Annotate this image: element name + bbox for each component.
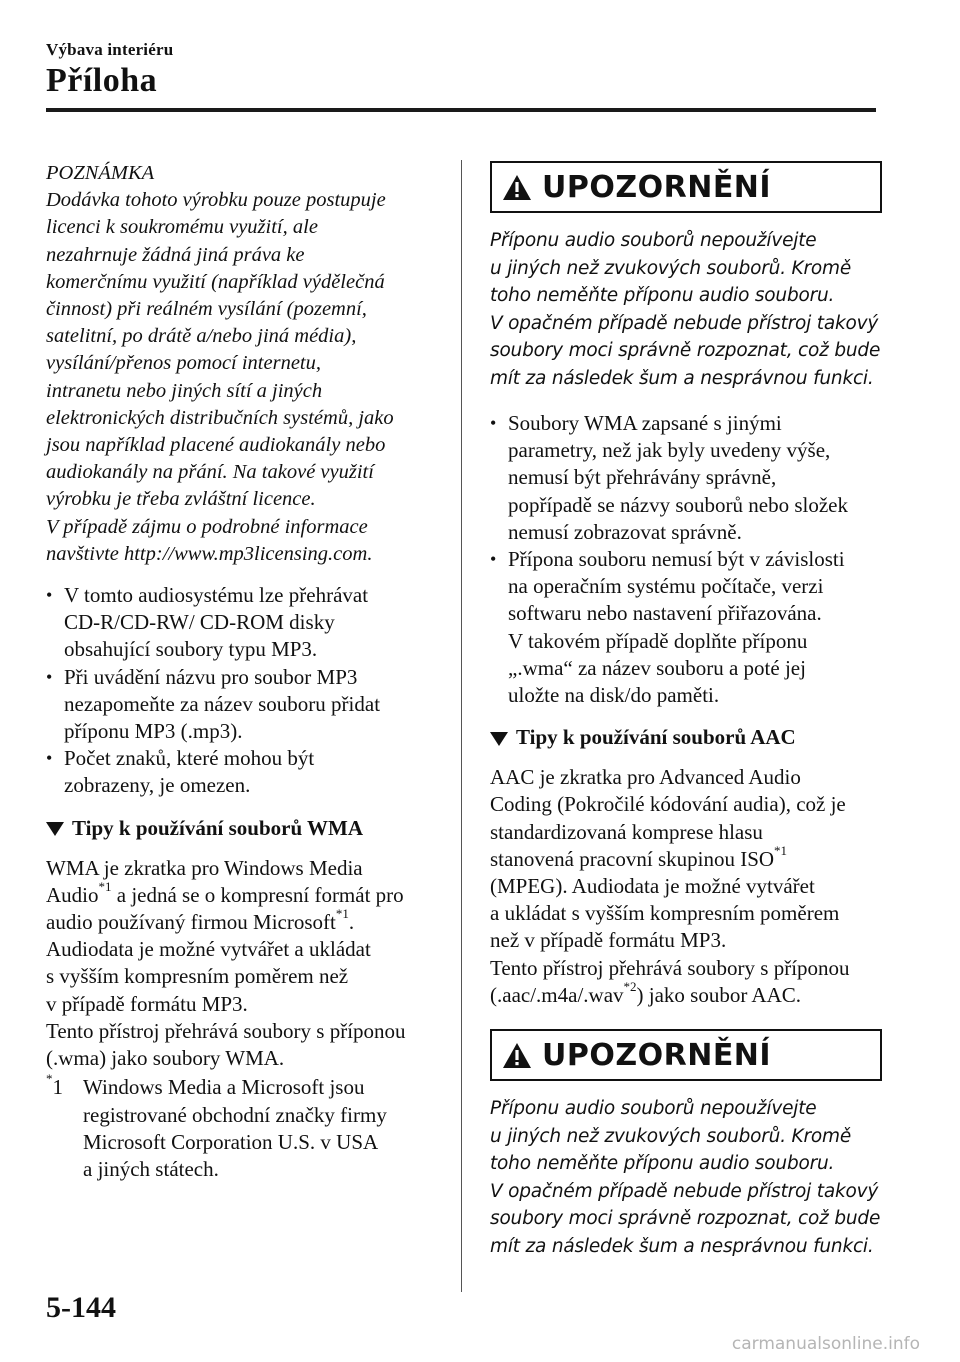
bullet-dot: • [46, 748, 53, 769]
warning-line: toho neměňte příponu audio souboru. [490, 1153, 835, 1175]
text-run: stanovená pracovní skupinou ISO [490, 846, 775, 871]
bullet-dot: • [490, 549, 497, 570]
note-line: komerčnímu využití (například výdělečná [46, 270, 385, 293]
warning-line: u jiných než zvukových souborů. Kromě [490, 1125, 852, 1147]
aac-line: standardizovaná komprese hlasu [490, 819, 763, 844]
aac-line: (MPEG). Audiodata je možné vytvářet [490, 874, 815, 899]
note-line: licenci k soukromému využití, ale [46, 216, 318, 239]
wma-line: Tento přístroj přehrává soubory s příponou [46, 1018, 406, 1043]
note-line: navštivte http://www.mp3licensing.com. [46, 542, 373, 565]
note-line: výrobku je třeba zvláštní licence. [46, 488, 316, 511]
note-line: nezahrnuje žádná jiná práva ke [46, 243, 305, 266]
footnote-line: Microsoft Corporation U.S. v USA [83, 1129, 379, 1154]
warning-label: UPOZORNĚNÍ [542, 1037, 772, 1073]
bullet-line: zobrazeny, je omezen. [64, 773, 251, 798]
footnote-ref: *1 [774, 842, 788, 858]
bullet-line: Soubory WMA zapsané s jinými [508, 411, 782, 435]
warning-line: mít za následek šum a nesprávnou funkci. [490, 367, 874, 389]
page-number: 5-144 [46, 1291, 116, 1324]
aac-paragraph [490, 764, 882, 1009]
warning-line: u jiných než zvukových souborů. Kromě [490, 257, 852, 279]
wma-line: WMA je zkratka pro Windows Media [46, 855, 363, 880]
text-run: audio používaný firmou Microsoft [46, 910, 336, 935]
list-item [490, 410, 882, 546]
aac-line [490, 842, 882, 873]
bullet-line: obsahující soubory typu MP3. [64, 637, 318, 662]
warning-line: mít za následek šum a nesprávnou funkci. [490, 1235, 874, 1257]
bullet-line: nemusí zobrazovat správně. [508, 519, 742, 544]
bullet-dot: • [46, 666, 53, 687]
warning-line: V opačném případě nebude přístroj takový [490, 312, 879, 334]
right-column [490, 161, 882, 1260]
bullet-line: softwaru nebo nastavení přiřazována. [508, 601, 822, 626]
bullet-line: nezapomeňte za název souboru přidat [64, 691, 381, 716]
mp3-bullet-list [46, 582, 441, 800]
footnote-line: a jiných státech. [83, 1156, 219, 1181]
wma-bullet-list [490, 410, 882, 709]
section-label: Výbava interiéru [46, 40, 174, 59]
aac-line: než v případě formátu MP3. [490, 928, 727, 953]
bullet-line: V tomto audiosystému lze přehrávat [64, 583, 369, 608]
warning-label: UPOZORNĚNÍ [542, 169, 772, 205]
wma-line [46, 906, 441, 936]
warning-line: Příponu audio souborů nepoužívejte [490, 1098, 817, 1120]
warning-box [490, 1029, 882, 1081]
warning-text [490, 227, 882, 392]
warning-line: toho neměňte příponu audio souboru. [490, 285, 835, 306]
footnote-star: * [46, 1071, 53, 1087]
note-line: činnost) při reálném vysílání (pozemní, [46, 298, 367, 321]
footnote-line: registrované obchodní značky firmy [83, 1102, 387, 1127]
note-line: Dodávka tohoto výrobku pouze postupuje [46, 189, 386, 212]
wma-paragraph [46, 855, 441, 1073]
wma-line: (.wma) jako soubory WMA. [46, 1046, 285, 1071]
text-run: ) jako soubor AAC. [636, 982, 802, 1007]
bullet-dot: • [46, 585, 53, 606]
bullet-line: Při uvádění názvu pro soubor MP3 [64, 664, 358, 689]
list-item [46, 664, 441, 746]
text-run: a jedná se o kompresní formát pro [111, 882, 404, 907]
aac-heading-text: Tipy k používání souborů AAC [516, 725, 796, 750]
footnote-line: Windows Media a Microsoft jsou [83, 1075, 365, 1100]
note-line: jsou například placené audiokanály nebo [46, 434, 386, 457]
aac-heading [490, 725, 882, 750]
footnote [46, 1071, 441, 1183]
wma-line: Audiodata je možné vytvářet a ukládat [46, 937, 371, 962]
aac-line: AAC je zkratka pro Advanced Audio [490, 765, 801, 790]
note-line: elektronických distribučních systémů, jako [46, 406, 394, 429]
page-title: Příloha [46, 62, 158, 99]
note-line: V případě zájmu o podrobné informace [46, 515, 368, 538]
aac-line: Coding (Pokročilé kódování audia), což je [490, 792, 846, 817]
warning-text [490, 1095, 882, 1260]
footnote-text [83, 1074, 387, 1183]
wma-heading-text: Tipy k používání souborů WMA [72, 815, 363, 840]
bullet-line: popřípadě se názvy souborů nebo složek [508, 492, 848, 517]
header-rule [46, 108, 876, 112]
wma-line: s vyšším kompresním poměrem než [46, 964, 349, 989]
bullet-line: V takovém případě doplňte příponu [508, 628, 808, 653]
footnote-ref: *2 [623, 978, 637, 994]
footnote-number: 1 [52, 1075, 63, 1100]
warning-box [490, 161, 882, 213]
bullet-line: uložte na disk/do paměti. [508, 683, 720, 708]
warning-triangle-icon [502, 174, 532, 201]
text-run: Audio [46, 882, 99, 907]
aac-line [490, 978, 882, 1009]
wma-heading [46, 816, 441, 841]
watermark: carmanualsonline.info [731, 1334, 920, 1354]
bullet-line: nemusí být přehrávány správně, [508, 465, 777, 490]
warning-line: V opačném případě nebude přístroj takový [490, 1180, 879, 1202]
note-line: vysílání/přenos pomocí internetu, [46, 352, 321, 375]
warning-line: Příponu audio souborů nepoužívejte [490, 230, 817, 251]
bullet-line: příponu MP3 (.mp3). [64, 719, 243, 744]
bullet-line: na operačním systému počítače, verzi [508, 574, 824, 599]
note-block [46, 160, 441, 568]
bullet-line: CD-R/CD-RW/ CD-ROM disky [64, 610, 335, 635]
text-run: . [348, 910, 355, 935]
warning-line: soubory moci správně rozpoznat, což bude [490, 340, 881, 361]
bullet-dot: • [490, 413, 497, 433]
note-line: audiokanály na přání. Na takové využití [46, 461, 374, 484]
note-line: intranetu nebo jiných sítí a jiných [46, 379, 323, 402]
triangle-down-icon [490, 732, 508, 746]
text-run: (.aac/.m4a/.wav [490, 982, 624, 1007]
column-divider [461, 160, 462, 1292]
list-item [46, 745, 441, 799]
note-title: POZNÁMKA [46, 162, 155, 184]
page-header [46, 40, 173, 100]
bullet-line: „.wma“ za název souboru a poté jej [508, 655, 806, 680]
warning-line: soubory moci správně rozpoznat, což bude [490, 1208, 881, 1230]
footnote-ref: *1 [335, 906, 349, 922]
bullet-line: parametry, než jak byly uvedeny výše, [508, 438, 831, 463]
wma-line [46, 878, 441, 909]
footnote-ref: *1 [98, 878, 112, 894]
left-column [46, 160, 441, 1183]
aac-line: a ukládat s vyšším kompresním poměrem [490, 901, 840, 926]
bullet-line: Počet znaků, které mohou být [64, 746, 315, 771]
note-line: satelitní, po drátě a/nebo jiná média), [46, 325, 357, 348]
list-item [490, 546, 882, 709]
triangle-down-icon [46, 822, 64, 836]
wma-line: v případě formátu MP3. [46, 991, 248, 1016]
bullet-line: Přípona souboru nemusí být v závislosti [508, 547, 845, 572]
aac-line: Tento přístroj přehrává soubory s příponou [490, 955, 850, 980]
warning-triangle-icon [502, 1042, 532, 1069]
list-item [46, 582, 441, 664]
footnote-marker [46, 1071, 83, 1183]
